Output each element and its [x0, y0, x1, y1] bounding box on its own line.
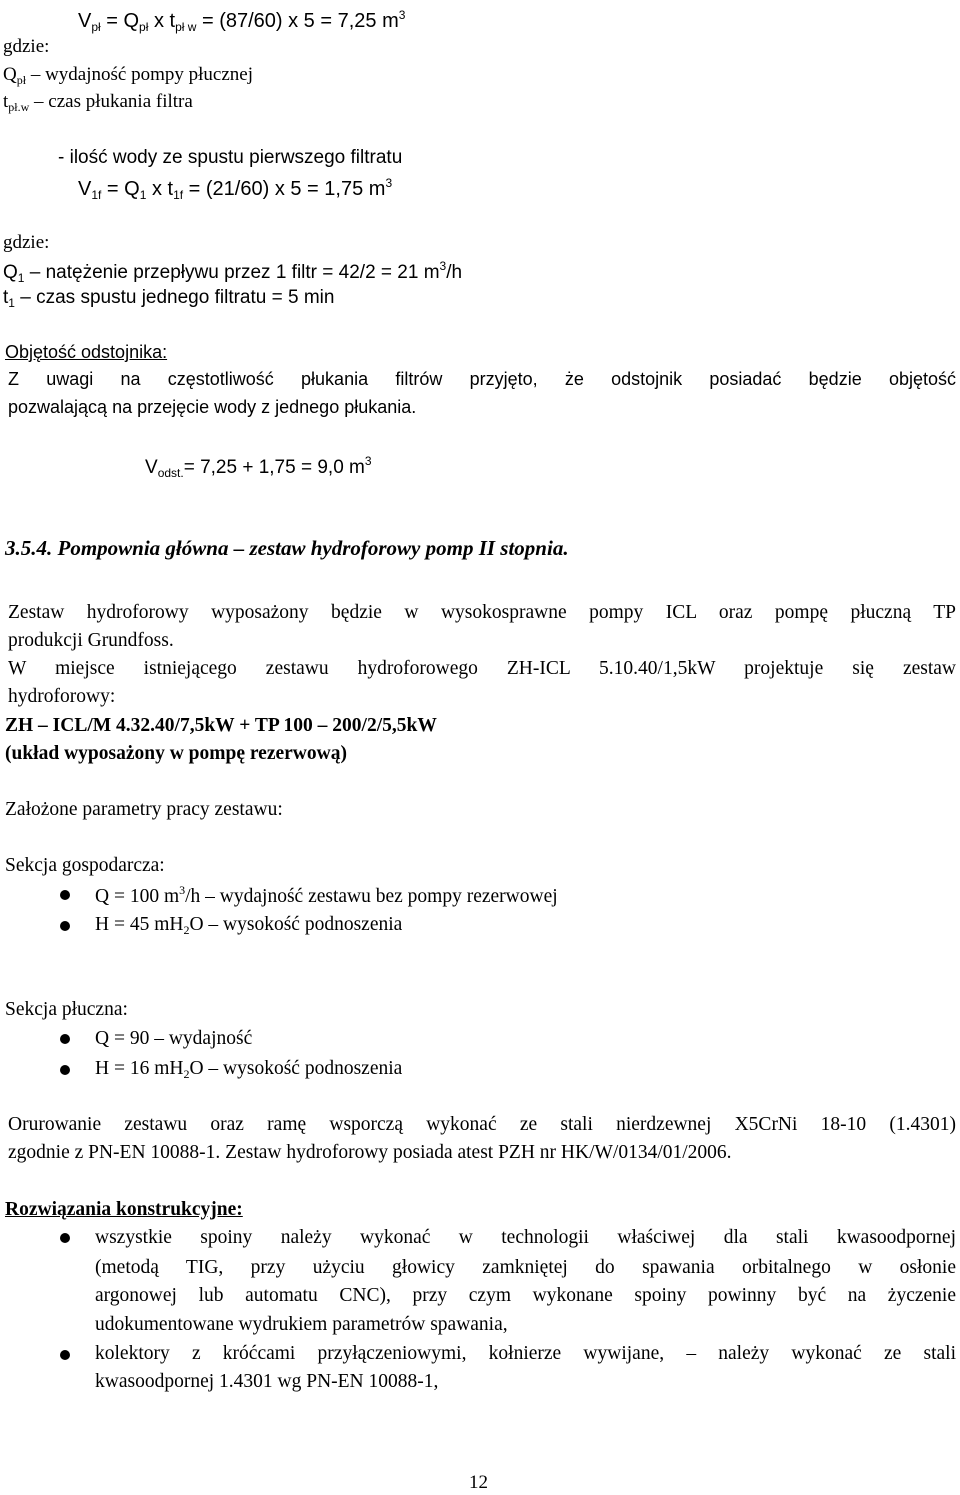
definition-tpl: $t_{pł.w}$ – czas płukania filtra — [3, 91, 193, 114]
bullet-icon — [60, 921, 70, 931]
rozw-item-2-line-2: kwasoodpornej 1.4301 wg PN-EN 10088-1, — [95, 1371, 439, 1392]
bullet-icon — [60, 1034, 70, 1044]
bullet-icon — [60, 890, 70, 900]
para2-line-1: W miejsce istniejącego zestawu hydroforowego ZH-ICL 5.10.40/1,5kW projektuje się zestaw — [8, 658, 956, 679]
rozw-item-2-line-1: kolektory z króćcami przyłączeniowymi, kołnierze wywijane, – należy wykonać ze stali — [95, 1343, 956, 1364]
gdzie-label-2: gdzie: — [3, 232, 50, 253]
objetosc-heading: Objętość odstojnika: — [5, 342, 168, 362]
formula-vodst: $V_{odst.}= 7,25 + 1,75 = 9,0$ $m^3$ — [145, 454, 372, 480]
sekcja-gospodarcza-label: Sekcja gospodarcza: — [5, 855, 165, 876]
definition-t1: $t_1$ – czas spustu jednego filtratu = 5 min — [3, 287, 335, 310]
pl-item-h: H = 16 $mH_2O$ – wysokość podnoszenia — [95, 1058, 403, 1081]
rozwiazania-heading: Rozwiązania konstrukcyjne: — [5, 1199, 243, 1220]
gosp-item-h: H = 45 $mH_2O$ – wysokość podnoszenia — [95, 914, 403, 937]
rozw-item-1-line-2: (metodą TIG, przy użyciu głowicy zamkniętej do spawania orbitalnego w osłonie — [95, 1257, 956, 1278]
rozw-item-1-line-4: udokumentowane wydrukiem parametrów spawania, — [95, 1314, 508, 1335]
para1-line-2: produkcji Grundfoss. — [8, 630, 174, 651]
bold-line-1: ZH – ICL/M 4.32.40/7,5kW + TP 100 – 200/2/5,5kW — [5, 715, 437, 736]
bullet-icon — [60, 1233, 70, 1243]
formula-v1f: $V_{1f} = Q_1$ x $t_{1f} = (21/60)$ x 5 = 1,75 $m^3$ — [78, 176, 393, 202]
objetosc-text-line-2: pozwalającą na przejęcie wody z jednego płukania. — [8, 397, 417, 417]
rozw-item-1-line-3: argonowej lub automatu CNC), przy czym wykonane spoiny powinny być na życzenie — [95, 1285, 956, 1306]
sekcja-pluczna-label: Sekcja płuczna: — [5, 999, 128, 1020]
gdzie-label-1: gdzie: — [3, 36, 50, 57]
pl-item-q: Q = 90 – wydajność — [95, 1028, 253, 1049]
definition-qpl: $Q_{pł}$ – wydajność pompy płucznej — [3, 64, 253, 87]
gosp-item-q: Q = 100 $m^3/h$ – wydajność zestawu bez pompy rezerwowej — [95, 883, 558, 907]
para1-line-1: Zestaw hydroforowy wyposażony będzie w wysokosprawne pompy ICL oraz pompę płuczną TP — [8, 602, 956, 623]
orurowanie-line-2: zgodnie z PN-EN 10088-1. Zestaw hydroforowy posiada atest PZH nr HK/W/0134/01/2006. — [8, 1142, 732, 1163]
params-heading: Założone parametry pracy zestawu: — [5, 799, 283, 820]
definition-q1: $Q_1$ – natężenie przepływu przez 1 filtr = 42/2 = 21 $m^3/h$ — [3, 259, 463, 285]
page-number: 12 — [469, 1472, 488, 1493]
bullet-icon — [60, 1350, 70, 1360]
bullet-icon — [60, 1065, 70, 1075]
formula-vpl: $V_{pł} = Q_{pł}$ x $t_{pł w} = (87/60)$ x 5 = 7,25 $m^3$ — [78, 8, 406, 34]
bold-line-2: (układ wyposażony w pompę rezerwową) — [5, 743, 347, 764]
orurowanie-line-1: Orurowanie zestawu oraz ramę wsporczą wykonać ze stali nierdzewnej X5CrNi 18-10 (1.4301) — [8, 1114, 956, 1135]
objetosc-text-line-1: Z uwagi na częstotliwość płukania filtrów przyjęto, że odstojnik posiadać będzie objętość — [8, 369, 956, 389]
item-spust: - ilość wody ze spustu pierwszego filtratu — [58, 147, 403, 168]
rozw-item-1-line-1: wszystkie spoiny należy wykonać w technologii właściwej dla stali kwasoodpornej — [95, 1227, 956, 1248]
para2-line-2: hydroforowy: — [8, 686, 116, 707]
section-heading: 3.5.4. Pompownia główna – zestaw hydroforowy pomp II stopnia. — [5, 536, 569, 560]
